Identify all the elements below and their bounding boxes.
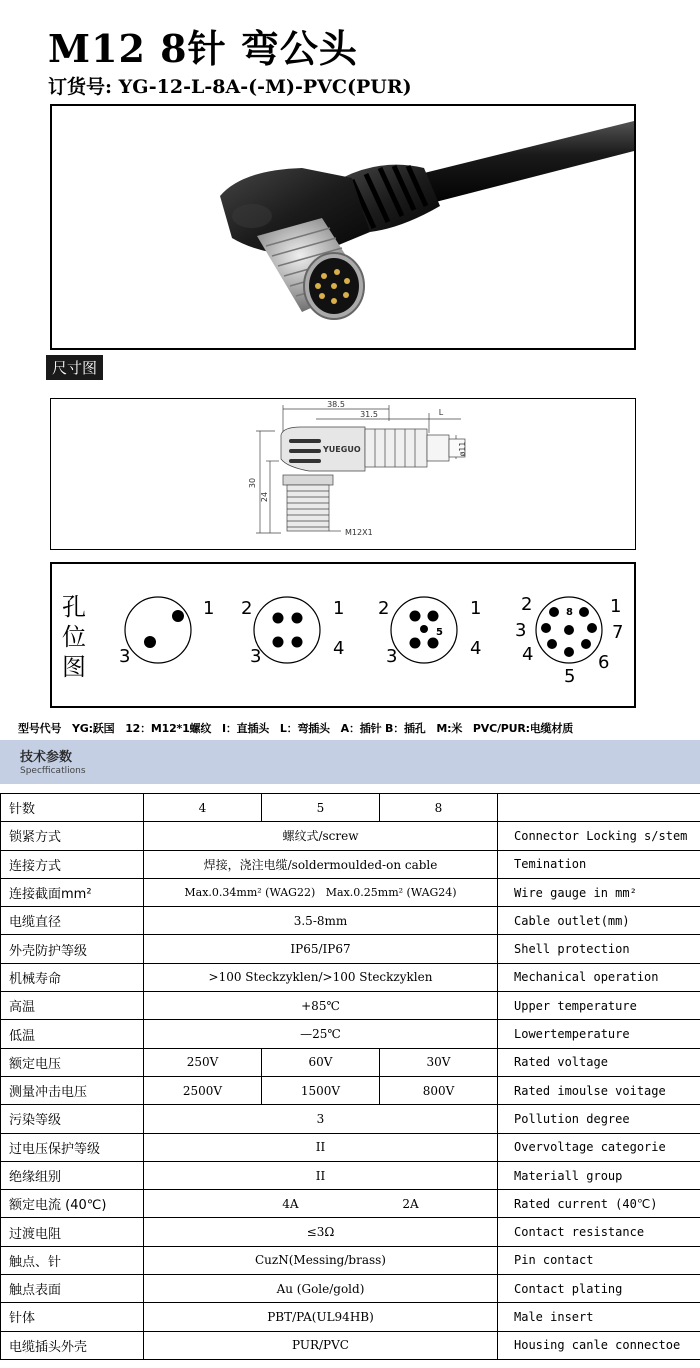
spec-value: >100 Steckzyklen/>100 Steckzyklen <box>144 963 498 991</box>
spec-value: 8 <box>380 794 498 822</box>
spec-label-en: Materiall group <box>498 1161 700 1189</box>
spec-label-en: Contact plating <box>498 1275 700 1303</box>
spec-label: 电缆插头外壳 <box>1 1331 144 1359</box>
dim-body-length: 31.5 <box>360 410 378 419</box>
pin-layout-label-char: 位 <box>62 623 86 651</box>
table-row <box>1 1020 700 1048</box>
spec-label: 针数 <box>1 794 144 822</box>
pin-label: 2 <box>378 598 390 619</box>
spec-value: PBT/PA(UL94HB) <box>144 1303 498 1331</box>
spec-label: 外壳防护等级 <box>1 935 144 963</box>
pin-diagram-8 <box>515 594 623 687</box>
table-row <box>1 1190 700 1218</box>
spec-value-part: Max.0.34mm² (WAG22) <box>184 886 316 900</box>
spec-label: 污染等级 <box>1 1105 144 1133</box>
pin-label: 3 <box>515 620 527 641</box>
pin-label: 3 <box>386 646 398 667</box>
pin-label: 5 <box>564 666 576 687</box>
spec-label: 额定电压 <box>1 1048 144 1076</box>
spec-value: —25℃ <box>144 1020 498 1048</box>
table-row <box>1 794 700 822</box>
pin-layout-label-char: 图 <box>62 653 86 681</box>
spec-label-en: Contact resistance <box>498 1218 700 1246</box>
spec-value: 60V <box>262 1048 380 1076</box>
spec-label-en: Housing canle connectoe <box>498 1331 700 1359</box>
spec-value: 250V <box>144 1048 262 1076</box>
pin-layout <box>50 562 636 708</box>
table-row <box>1 1048 700 1076</box>
spec-header <box>0 740 700 784</box>
dim-thread-height: 24 <box>260 491 269 503</box>
pin-label: 1 <box>333 598 345 619</box>
spec-value: PUR/PVC <box>144 1331 498 1359</box>
spec-label: 连接方式 <box>1 850 144 878</box>
spec-label: 连接截面mm² <box>1 878 144 906</box>
spec-label-en: Rated current (40℃) <box>498 1190 700 1218</box>
spec-label-en: Pin contact <box>498 1246 700 1274</box>
connector-illustration <box>52 106 636 350</box>
spec-label: 额定电流 (40℃) <box>1 1190 144 1218</box>
spec-header-cn: 技术参数 <box>20 750 73 765</box>
pin-label: 3 <box>119 646 131 667</box>
page-title: M12 8针 弯公头 <box>48 26 358 71</box>
spec-label-en: Connector Locking s/stem <box>498 822 700 850</box>
spec-label: 触点表面 <box>1 1275 144 1303</box>
spec-label-en: Cable outlet(mm) <box>498 907 700 935</box>
spec-label-en: Wire gauge in mm² <box>498 878 700 906</box>
spec-value: +85℃ <box>144 992 498 1020</box>
spec-label-en <box>498 794 700 822</box>
pin-label: 2 <box>241 598 253 619</box>
dimension-drawing <box>50 398 636 550</box>
spec-value: 30V <box>380 1048 498 1076</box>
spec-value: 1500V <box>262 1076 380 1104</box>
spec-label-en: Rated voltage <box>498 1048 700 1076</box>
spec-value-part: 2A <box>402 1196 419 1211</box>
spec-value: 4 <box>144 794 262 822</box>
pin-layout-label-char: 孔 <box>62 593 86 621</box>
spec-value: 焊接，浇注电缆/soldermoulded-on cable <box>144 850 498 878</box>
spec-value: Au (Gole/gold) <box>144 1275 498 1303</box>
table-row <box>1 1133 700 1161</box>
pin-label: 1 <box>610 596 622 617</box>
model-code-legend: 型号代号 YG:跃国 12：M12*1螺纹 I：直插头 L：弯插头 A：插针 B：插孔 M:米 PVC/PUR:电缆材质 <box>18 722 574 735</box>
spec-value: 800V <box>380 1076 498 1104</box>
spec-value <box>144 878 498 906</box>
spec-value: 3.5-8mm <box>144 907 498 935</box>
spec-value: IP65/IP67 <box>144 935 498 963</box>
spec-value: 螺纹式/screw <box>144 822 498 850</box>
table-row <box>1 1076 700 1104</box>
table-row <box>1 1275 700 1303</box>
pin-label: 5 <box>436 627 443 638</box>
spec-label-en: Overvoltage categorie <box>498 1133 700 1161</box>
dim-overall-length: 38.5 <box>327 400 345 409</box>
spec-label-en: Rated imoulse voitage <box>498 1076 700 1104</box>
table-row <box>1 1161 700 1189</box>
spec-header-en: Specfficatlions <box>20 766 86 776</box>
spec-value: 3 <box>144 1105 498 1133</box>
dim-height: 30 <box>248 477 257 489</box>
table-row <box>1 1303 700 1331</box>
dim-cable-length: L <box>438 408 444 417</box>
spec-value: II <box>144 1133 498 1161</box>
pin-diagram-4 <box>241 597 344 667</box>
brand-mark: YUEGUO <box>323 445 361 454</box>
pin-label: 8 <box>566 607 573 618</box>
pin-label: 2 <box>521 594 533 615</box>
table-row <box>1 878 700 906</box>
order-number: 订货号: YG-12-L-8A-(-M)-PVC(PUR) <box>48 76 412 98</box>
pin-label: 4 <box>333 638 345 659</box>
table-row <box>1 1218 700 1246</box>
spec-label: 绝缘组别 <box>1 1161 144 1189</box>
pin-diagram-5 <box>378 597 481 667</box>
spec-value: 2500V <box>144 1076 262 1104</box>
spec-value: ≤3Ω <box>144 1218 498 1246</box>
spec-label-en: Mechanical operation <box>498 963 700 991</box>
pin-label: 4 <box>470 638 482 659</box>
dimension-section-label: 尺寸图 <box>46 355 103 380</box>
spec-label: 过电压保护等级 <box>1 1133 144 1161</box>
table-row <box>1 850 700 878</box>
table-row <box>1 1331 700 1359</box>
spec-label: 电缆直径 <box>1 907 144 935</box>
spec-value-part: Max.0.25mm² (WAG24) <box>325 886 457 900</box>
product-photo <box>50 104 636 350</box>
pin-label: 3 <box>250 646 262 667</box>
spec-label-en: Pollution degree <box>498 1105 700 1133</box>
spec-label: 触点、针 <box>1 1246 144 1274</box>
table-row <box>1 992 700 1020</box>
table-row <box>1 1246 700 1274</box>
spec-label: 高温 <box>1 992 144 1020</box>
pin-label: 1 <box>470 598 482 619</box>
spec-value: CuzN(Messing/brass) <box>144 1246 498 1274</box>
spec-label-en: Male insert <box>498 1303 700 1331</box>
spec-label-en: Shell protection <box>498 935 700 963</box>
spec-label: 测量冲击电压 <box>1 1076 144 1104</box>
spec-value: II <box>144 1161 498 1189</box>
table-row <box>1 822 700 850</box>
spec-label: 针体 <box>1 1303 144 1331</box>
pin-diagram-3 <box>119 597 214 667</box>
spec-label: 机械寿命 <box>1 963 144 991</box>
pin-label: 7 <box>612 622 624 643</box>
table-row <box>1 907 700 935</box>
spec-label-en: Lowertemperature <box>498 1020 700 1048</box>
spec-value-part: 4A <box>282 1196 299 1211</box>
spec-label-en: Temination <box>498 850 700 878</box>
spec-label: 低温 <box>1 1020 144 1048</box>
spec-label: 锁紧方式 <box>1 822 144 850</box>
pin-label: 6 <box>598 652 610 673</box>
pin-label: 4 <box>522 644 534 665</box>
spec-label-en: Upper temperature <box>498 992 700 1020</box>
dim-thread-spec: M12X1 <box>345 528 373 537</box>
spec-value: 5 <box>262 794 380 822</box>
table-row <box>1 963 700 991</box>
pin-label: 1 <box>203 598 215 619</box>
table-row <box>1 935 700 963</box>
spec-label: 过渡电阻 <box>1 1218 144 1246</box>
table-row <box>1 1105 700 1133</box>
spec-value <box>144 1190 498 1218</box>
spec-table <box>0 793 700 1360</box>
dim-cable-diameter: ø11 <box>458 441 467 457</box>
